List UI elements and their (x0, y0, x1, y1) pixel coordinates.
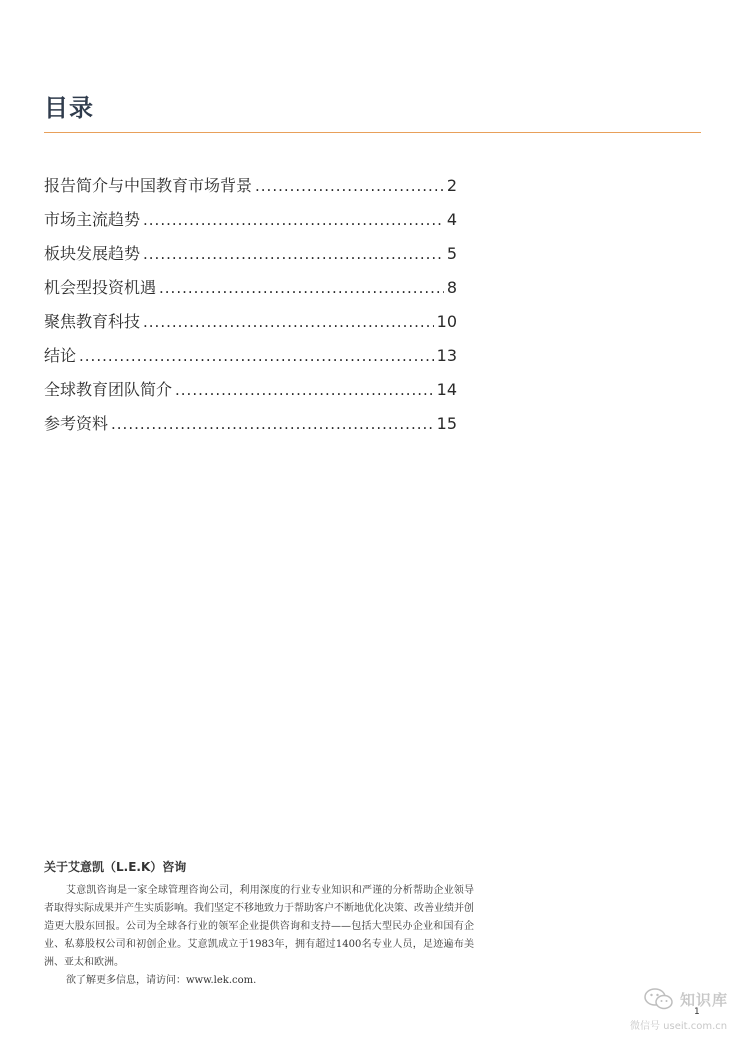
about-visit-link[interactable]: 欲了解更多信息，请访问：www.lek.com. (66, 975, 257, 986)
about-body: 艾意凯咨询是一家全球管理咨询公司，利用深度的行业专业知识和严谨的分析帮助企业领导者取得实际成果并产生实质影响。我们坚定不移地致力于帮助客户不断地优化决策、改善业绩并创造更大股东回报。公司为全球各行业的领军企业提供咨询和支持——包括大型民办企业和国有企业、私募股权公司和初创企业。艾意凯成立于1983年，拥有超过1400名专业人员，足迹遍布美洲、亚太和欧洲。 (44, 885, 474, 968)
toc-entry-page: 14 (436, 380, 457, 399)
toc-entry-label: 机会型投资机遇 (44, 278, 157, 297)
page-number: 1 (694, 1007, 700, 1017)
toc-entry[interactable] (44, 377, 457, 411)
toc-entry-label: 报告简介与中国教育市场背景 (44, 176, 253, 195)
wechat-icon (644, 988, 674, 1010)
about-section (44, 858, 474, 990)
toc-leader-dots (79, 347, 434, 365)
toc-entry-page: 4 (446, 210, 457, 229)
watermark-subtext: 微信号 useit.com.cn (630, 1021, 728, 1032)
toc-entry-label: 市场主流趋势 (44, 210, 141, 229)
watermark (644, 988, 728, 1010)
toc-entry[interactable] (44, 275, 457, 309)
toc-entry[interactable] (44, 411, 457, 445)
page-title: 目录 (44, 94, 94, 122)
toc-leader-dots (255, 177, 444, 195)
toc-entry-page: 8 (446, 278, 457, 297)
toc-entry[interactable] (44, 309, 457, 343)
toc-leader-dots (143, 211, 444, 229)
toc-entry[interactable] (44, 207, 457, 241)
toc-entry-label: 结论 (44, 346, 77, 365)
toc-entry[interactable] (44, 343, 457, 377)
toc-leader-dots (143, 245, 444, 263)
watermark-name: 知识库 (680, 990, 729, 1009)
toc-entry[interactable] (44, 173, 457, 207)
toc-leader-dots (175, 381, 434, 399)
toc-entry[interactable] (44, 241, 457, 275)
title-divider (44, 132, 701, 133)
table-of-contents (44, 173, 457, 445)
toc-leader-dots (111, 415, 434, 433)
about-title: 关于艾意凯（L.E.K）咨询 (44, 860, 187, 874)
toc-entry-label: 聚焦教育科技 (44, 312, 141, 331)
toc-leader-dots (159, 279, 444, 297)
toc-entry-page: 2 (446, 176, 457, 195)
toc-entry-label: 全球教育团队简介 (44, 380, 173, 399)
toc-entry-label: 参考资料 (44, 414, 109, 433)
toc-entry-page: 5 (446, 244, 457, 263)
toc-entry-page: 10 (436, 312, 457, 331)
toc-entry-page: 15 (436, 414, 457, 433)
toc-leader-dots (143, 313, 434, 331)
toc-entry-label: 板块发展趋势 (44, 244, 141, 263)
toc-entry-page: 13 (436, 346, 457, 365)
